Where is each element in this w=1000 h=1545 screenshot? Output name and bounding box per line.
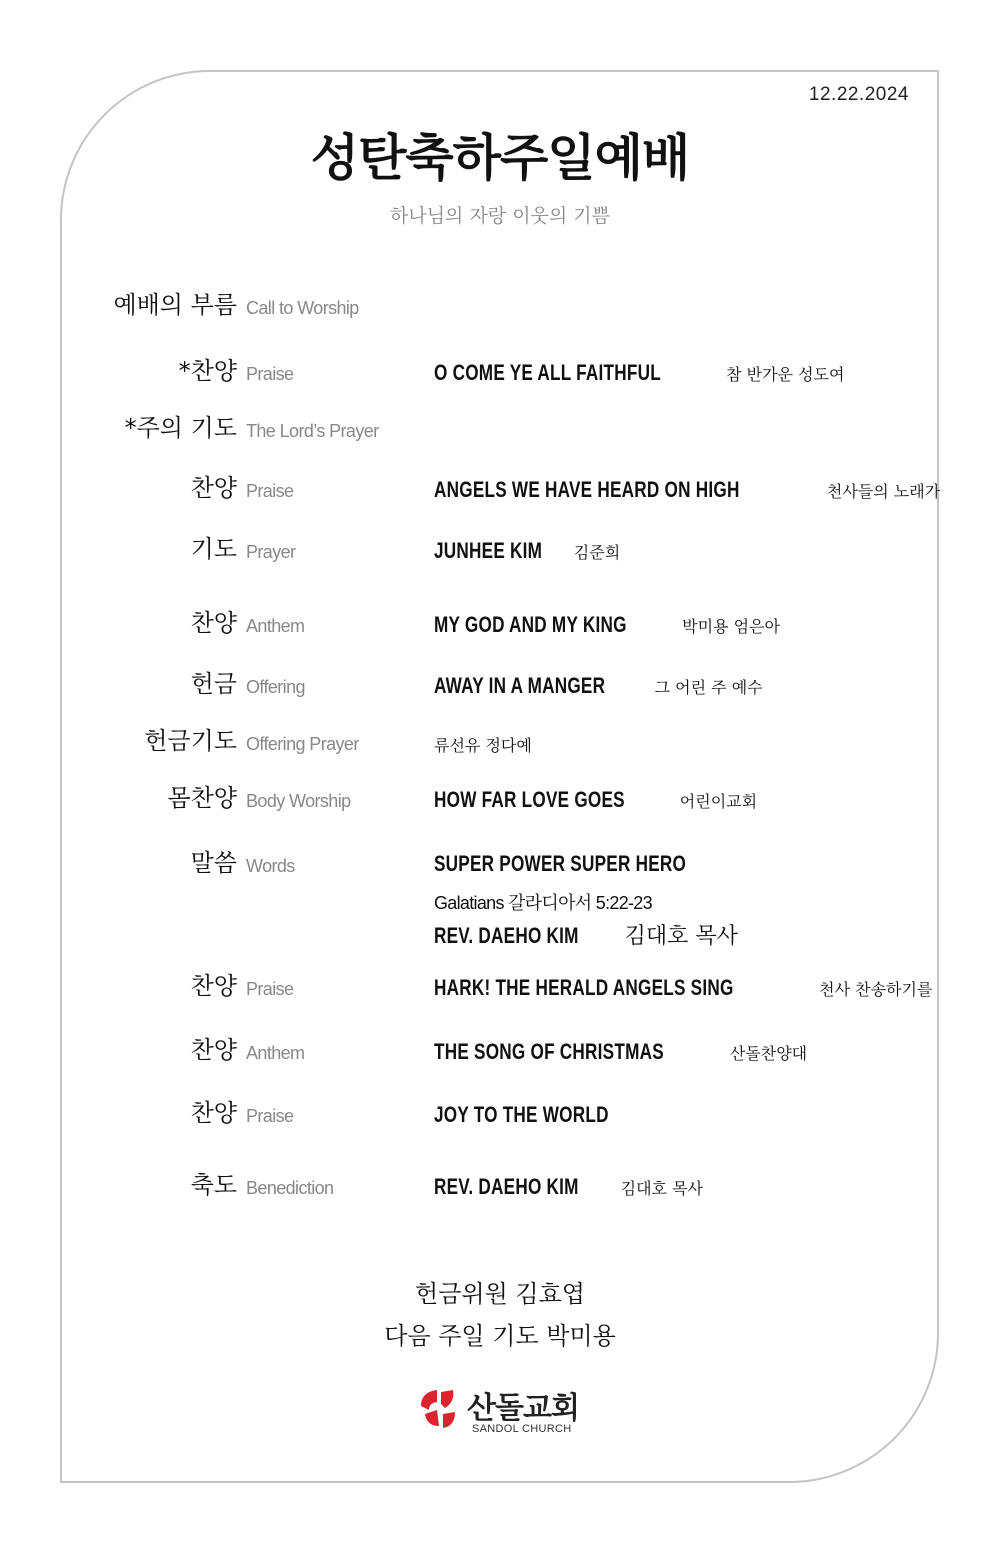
order-en-label: Body Worship: [246, 791, 351, 811]
order-detail: [434, 538, 620, 564]
sermon-title: SUPER POWER SUPER HERO: [434, 851, 687, 876]
hymn-korean-title: 천사 찬송하기를: [819, 980, 933, 999]
order-detail: [434, 612, 780, 638]
order-row-anthem-2: [0, 1029, 1000, 1069]
benediction-pastor-en: REV. DAEHO KIM: [434, 1174, 579, 1199]
hymn-title: ANGELS WE HAVE HEARD ON HIGH: [434, 477, 740, 502]
order-detail: [434, 673, 763, 699]
order-ko-label: 찬양: [190, 474, 237, 502]
order-ko-label: 찬양: [190, 1036, 237, 1064]
anthem-title: MY GOD AND MY KING: [434, 612, 627, 637]
order-row-anthem-1: [0, 602, 1000, 642]
order-detail: [434, 1102, 658, 1128]
order-row-call-to-worship: [0, 284, 1000, 324]
page-title: 성탄축하주일예배: [310, 129, 690, 187]
order-row-lords-prayer: [0, 407, 1000, 447]
order-row-offering: [0, 663, 1000, 703]
anthem-title: THE SONG OF CHRISTMAS: [434, 1039, 664, 1064]
next-week-prayer: 다음 주일 기도 박미용: [384, 1322, 616, 1350]
hymn-title: JOY TO THE WORLD: [434, 1102, 609, 1127]
order-row-benediction: [0, 1164, 1000, 1204]
sermon-block: [434, 851, 757, 955]
anthem-performers: 산돌찬양대: [729, 1044, 808, 1063]
preacher-ko: 김대호 목사: [624, 924, 738, 949]
order-detail: [434, 1174, 703, 1200]
order-ko-label: 기도: [190, 535, 237, 563]
order-ko-label: 찬양: [190, 972, 237, 1000]
hymn-title: AWAY IN A MANGER: [434, 673, 606, 698]
church-logo: [417, 1383, 597, 1443]
order-en-label: Praise: [246, 364, 294, 384]
benediction-pastor-ko: 김대호 목사: [620, 1179, 703, 1198]
order-ko-label: 찬양: [190, 609, 237, 637]
service-date: 12.22.2024: [808, 84, 909, 105]
order-detail: [434, 733, 532, 756]
order-ko-label: *찬양: [178, 357, 237, 385]
order-en-label: Anthem: [246, 616, 305, 636]
offering-committee: 헌금위원 김효엽: [415, 1280, 585, 1308]
prayer-leader-ko: 김준희: [573, 543, 621, 562]
order-en-label: Offering: [246, 677, 305, 697]
anthem-performers: 박미용 엄은아: [682, 617, 780, 636]
sermon-scripture: Galatians 갈라디아서 5:22-23: [434, 893, 652, 913]
order-en-label: The Lord’s Prayer: [246, 421, 379, 441]
order-row-praise-2: [0, 467, 1000, 507]
song-performers: 어린이교회: [679, 792, 758, 811]
hymn-korean-title: 그 어린 주 예수: [654, 678, 763, 697]
order-row-body-worship: [0, 777, 1000, 817]
order-ko-label: 말씀: [190, 849, 237, 877]
hymn-korean-title: 천사들의 노래가: [826, 482, 941, 501]
page-subtitle: 하나님의 자랑 이웃의 기쁨: [389, 205, 610, 227]
song-title: HOW FAR LOVE GOES: [434, 787, 625, 812]
church-name-english: SANDOL CHURCH: [472, 1423, 572, 1435]
preacher-en: REV. DAEHO KIM: [434, 923, 579, 948]
order-en-label: Words: [246, 856, 295, 876]
hymn-title: HARK! THE HERALD ANGELS SING: [434, 975, 734, 1000]
offering-prayer-leaders: 류선유 정다예: [434, 736, 532, 755]
order-ko-label: 예배의 부름: [113, 291, 237, 319]
order-ko-label: 헌금: [190, 670, 237, 698]
church-logo-mark-icon: [417, 1386, 461, 1430]
hymn-title: O COME YE ALL FAITHFUL: [434, 360, 661, 385]
order-en-label: Praise: [246, 979, 294, 999]
church-name: 산돌교회: [467, 1391, 579, 1426]
order-en-label: Praise: [246, 1106, 294, 1126]
order-en-label: Offering Prayer: [246, 734, 359, 754]
order-row-offering-prayer: [0, 720, 1000, 760]
order-detail: [434, 360, 844, 386]
order-detail: [434, 975, 932, 1001]
order-row-praise-4: [0, 1092, 1000, 1132]
order-detail: [434, 477, 940, 503]
order-ko-label: 몸찬양: [167, 784, 237, 812]
order-row-prayer: [0, 528, 1000, 568]
prayer-leader-en: JUNHEE KIM: [434, 538, 543, 563]
order-ko-label: 헌금기도: [144, 727, 237, 755]
order-detail: [434, 787, 757, 813]
order-en-label: Call to Worship: [246, 298, 359, 318]
order-row-praise-1: [0, 350, 1000, 390]
order-en-label: Praise: [246, 481, 294, 501]
order-en-label: Benediction: [246, 1178, 334, 1198]
order-detail: [434, 1039, 807, 1065]
order-en-label: Anthem: [246, 1043, 305, 1063]
order-ko-label: 찬양: [190, 1099, 237, 1127]
order-en-label: Prayer: [246, 542, 296, 562]
order-ko-label: 축도: [190, 1171, 237, 1199]
order-ko-label: *주의 기도: [124, 414, 237, 442]
order-row-praise-3: [0, 965, 1000, 1005]
hymn-korean-title: 참 반가운 성도여: [726, 365, 845, 384]
